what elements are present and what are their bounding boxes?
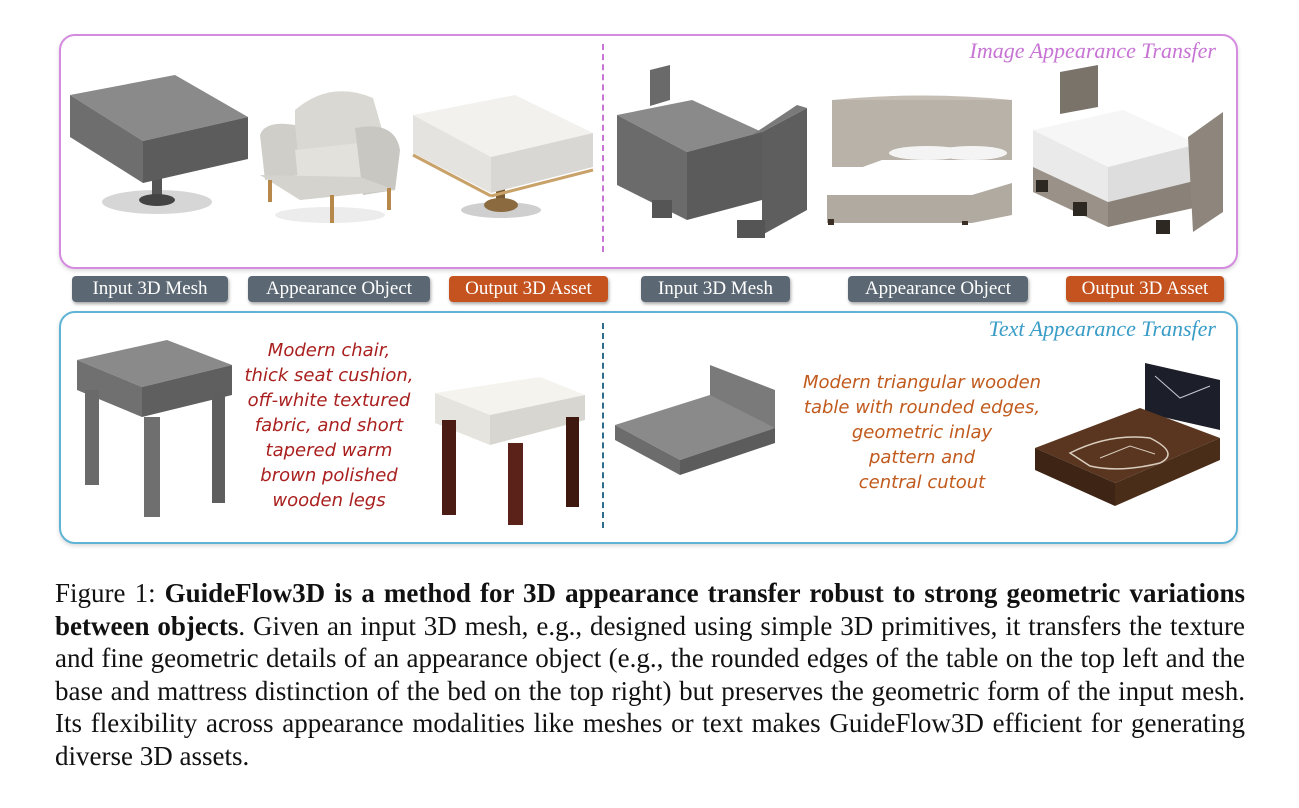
top-panel-divider	[602, 44, 604, 252]
output-table-image	[405, 85, 600, 225]
label-output-3d-asset-right: Output 3D Asset	[1066, 276, 1224, 302]
right-prompt-line: pattern and	[868, 447, 976, 468]
left-prompt-line: thick seat cushion,	[244, 365, 414, 386]
right-text-prompt	[782, 370, 1062, 495]
left-prompt-line: off-white textured	[247, 390, 411, 411]
right-prompt-line: table with rounded edges,	[803, 397, 1041, 418]
right-prompt-line: central cutout	[858, 472, 986, 493]
input-mesh-bed-image	[612, 60, 817, 245]
right-prompt-line: Modern triangular wooden	[802, 372, 1042, 393]
output-wooden-table-image	[1030, 358, 1225, 518]
caption-prefix: Figure 1:	[55, 578, 165, 608]
input-mesh-stool-image	[72, 335, 237, 525]
appearance-armchair-image	[255, 80, 405, 230]
text-appearance-transfer-title: Text Appearance Transfer	[988, 316, 1216, 341]
input-mesh-table-slab-image	[610, 360, 785, 480]
input-mesh-table-image	[65, 55, 255, 225]
label-input-3d-mesh-left: Input 3D Mesh	[72, 276, 228, 302]
left-prompt-line: fabric, and short	[254, 415, 404, 436]
left-prompt-line: wooden legs	[272, 490, 386, 511]
output-chair-image	[430, 375, 590, 530]
left-prompt-line: Modern chair,	[267, 340, 391, 361]
label-appearance-object-left: Appearance Object	[248, 276, 430, 302]
caption-bold: GuideFlow3D is a method for 3D appearance transfer robust to strong geometric variations between objects	[55, 578, 1245, 641]
label-input-3d-mesh-right: Input 3D Mesh	[641, 276, 790, 302]
right-prompt-line: geometric inlay	[851, 422, 993, 443]
left-prompt-line: tapered warm	[265, 440, 393, 461]
figure-caption	[55, 577, 1245, 772]
image-appearance-transfer-title: Image Appearance Transfer	[969, 38, 1216, 63]
caption-body: . Given an input 3D mesh, e.g., designed using simple 3D primitives, it transfers the texture and fine geometric details of an appearance object (e.g., the rounded edges of the table on the top left and the base and mattress distinction of the bed on the top right) but preserves the geometric form of the input mesh. Its flexibility across appearance modalities like meshes or text makes GuideFlow3D efficient for generating diverse 3D assets.	[55, 610, 1245, 771]
left-prompt-line: brown polished	[260, 465, 398, 486]
label-appearance-object-right: Appearance Object	[848, 276, 1028, 302]
bottom-panel-divider	[602, 323, 604, 528]
label-output-3d-asset-left: Output 3D Asset	[449, 276, 608, 302]
appearance-bed-image	[822, 95, 1022, 225]
left-text-prompt	[234, 338, 424, 513]
output-bed-image	[1028, 62, 1233, 242]
